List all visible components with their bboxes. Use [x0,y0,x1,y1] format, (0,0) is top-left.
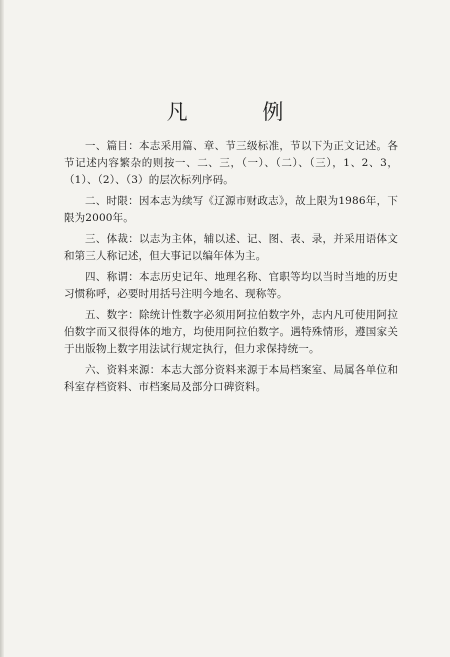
paragraph-sources: 六、资料来源：本志大部分资料来源于本局档案室、局属各单位和科室存档资料、市档案局及部分口碑资料。 [64,364,398,393]
paragraph-genre: 三、体裁：以志为主体，辅以述、记、图、表、录，并采用语体文和第三人称记述，但大事记以编年体为主。 [64,233,398,262]
page-title: 凡 例 [166,100,318,124]
paragraph-time-limits: 二、时限：因本志为续写《辽源市财政志》，故上限为1986年，下限为2000年。 [64,195,398,224]
paragraph-titles: 四、称谓：本志历史记年、地理名称、官职等均以当时当地的历史习惯称呼，必要时用括号注明今地名、现称等。 [64,271,398,300]
paragraph-chapter-structure: 一、篇目：本志采用篇、章、节三级标准，节以下为正文记述。各节记述内容繁杂的则按一、二、三，（一）、（二）、（三），1、2、3，（1）、（2）、（3）的层次标列序码。 [64,140,398,186]
paragraph-numbers: 五、数字：除统计性数字必须用阿拉伯数字外，志内凡可使用阿拉伯数字而又很得体的地方，均使用阿拉伯数字。遇特殊情形，遵国家关于出版物上数字用法试行规定执行，但力求保持统一。 [64,309,398,355]
document-body [64,138,398,400]
